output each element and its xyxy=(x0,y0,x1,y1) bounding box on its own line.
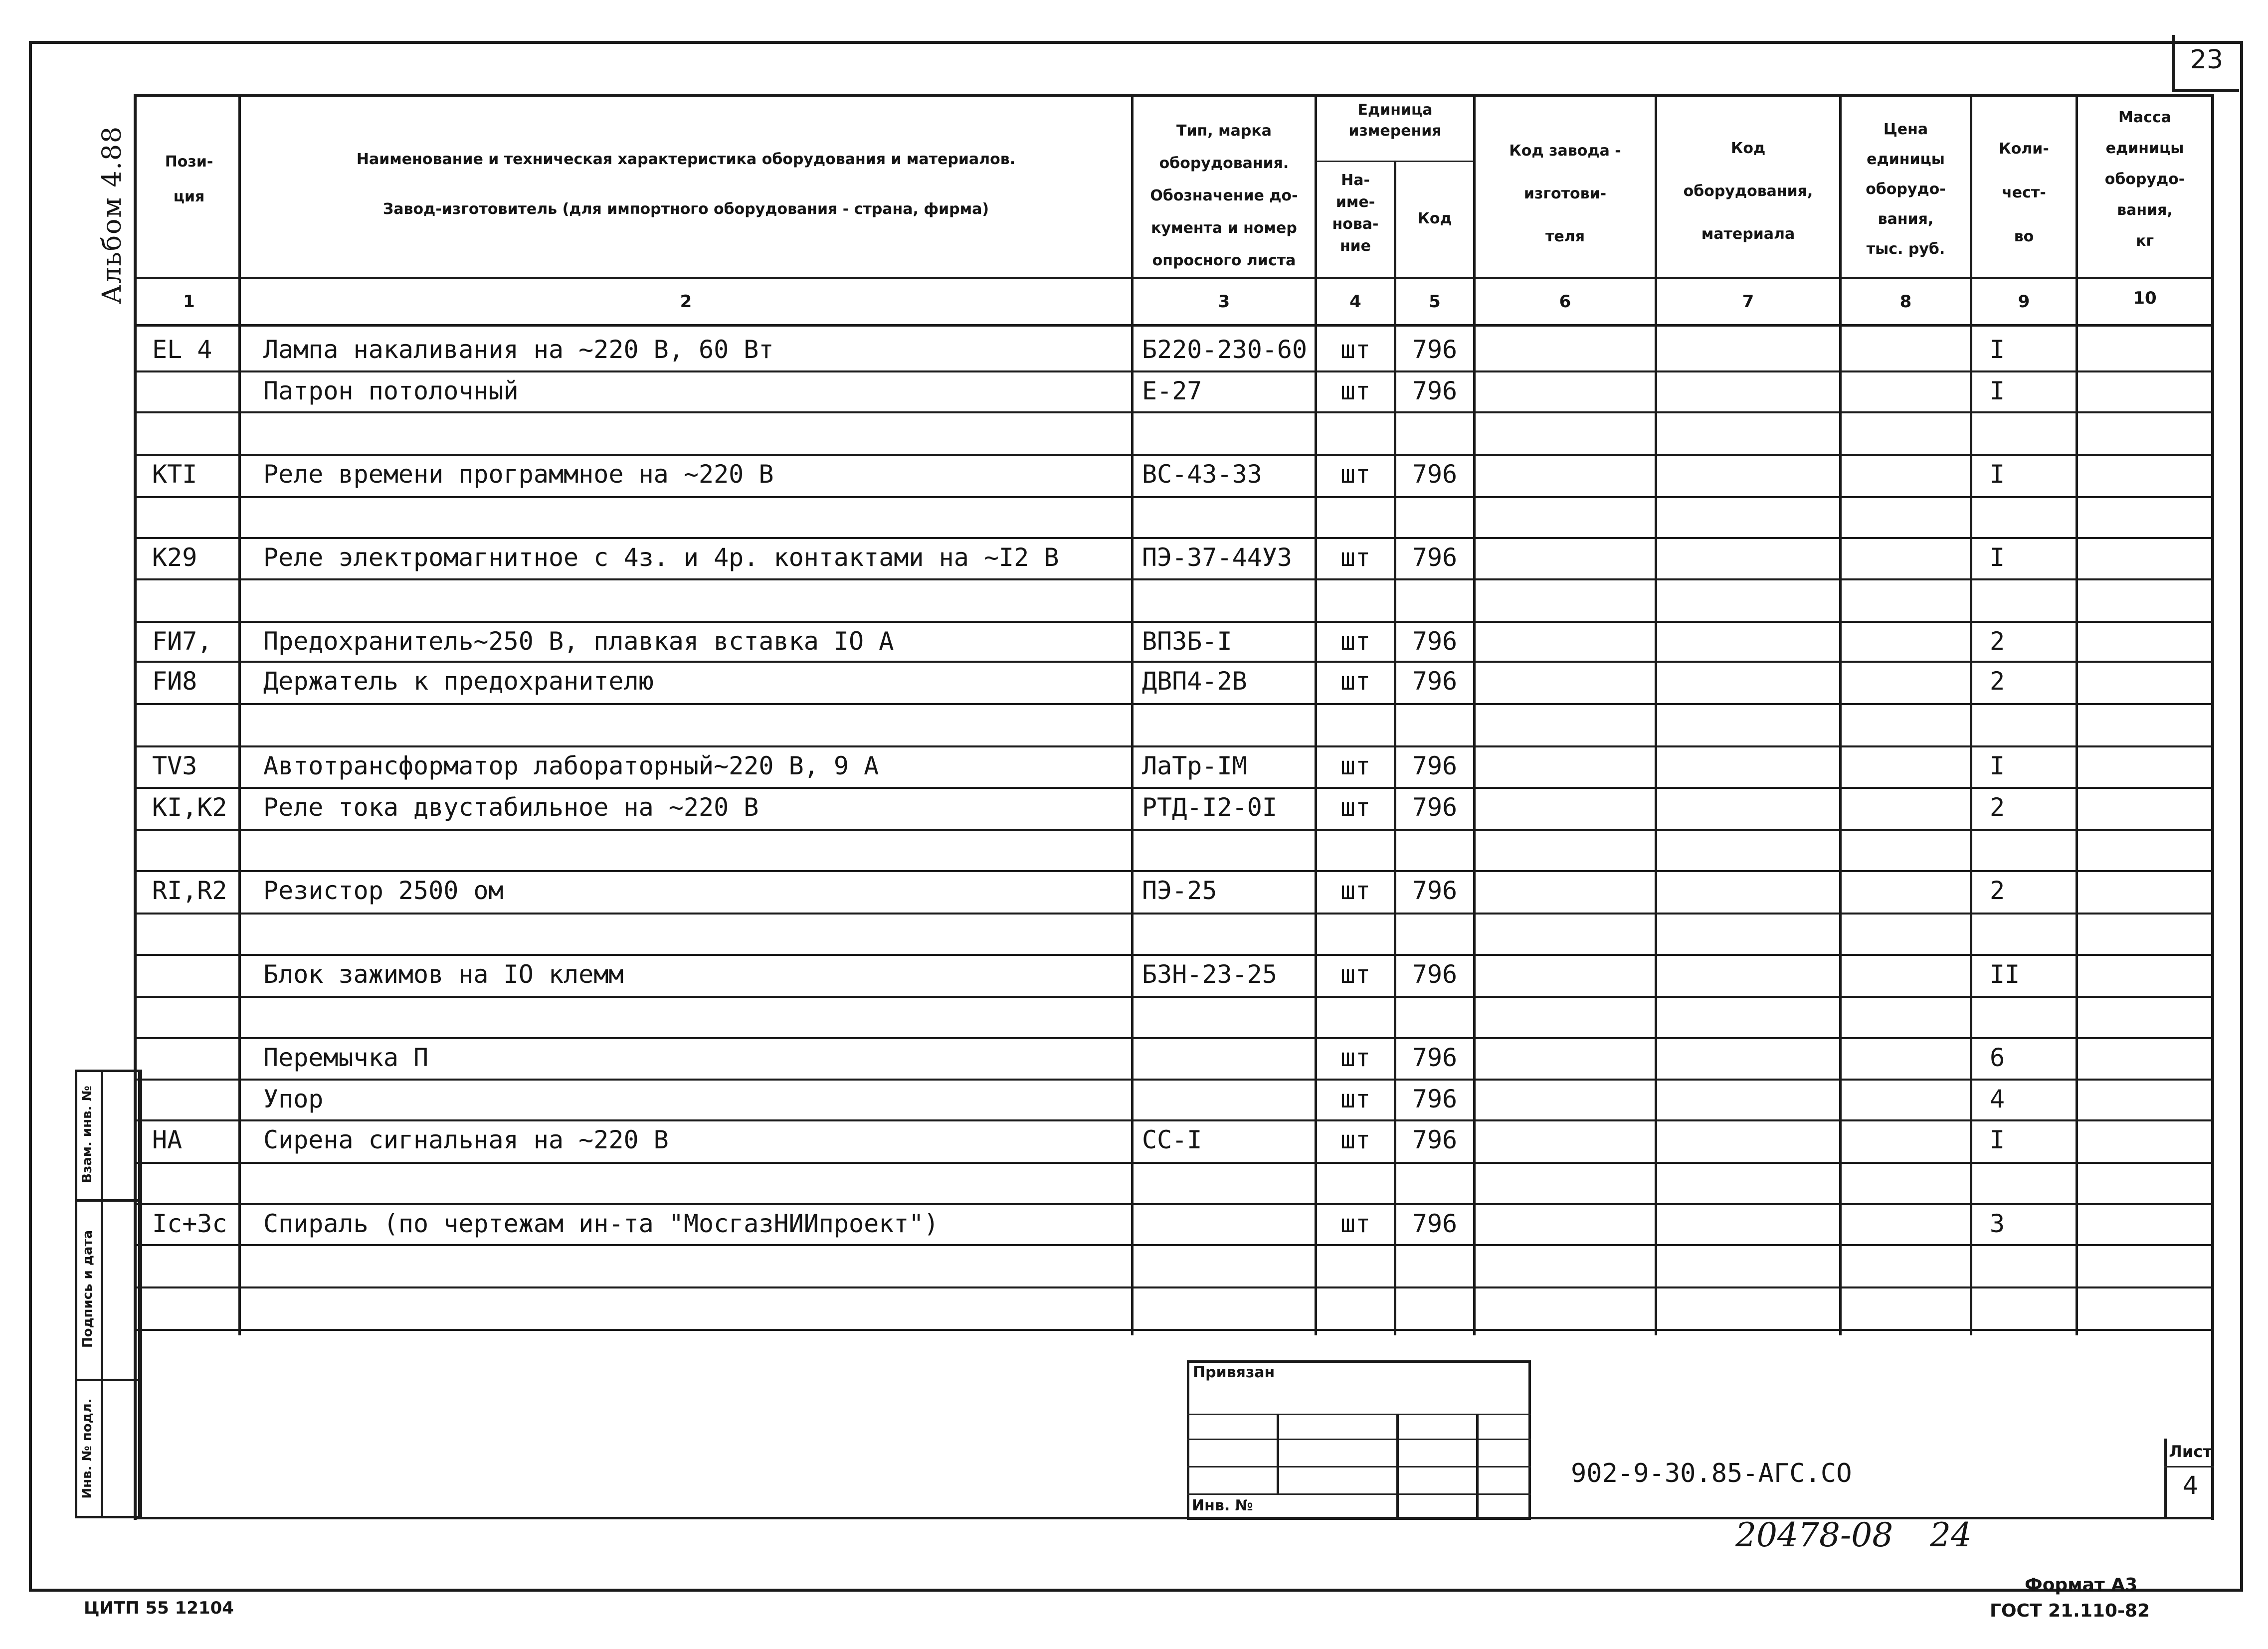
row-separator xyxy=(134,454,2214,456)
cell-unit: шт xyxy=(1340,960,1371,989)
cell-name: Блок зажимов на IO клемм xyxy=(263,960,624,989)
cell-type: ВПЗБ-I xyxy=(1142,627,1232,656)
cell-code: 796 xyxy=(1412,751,1458,780)
cell-type: РТД-I2-0I xyxy=(1142,793,1277,822)
cell-qty: 2 xyxy=(1990,876,2005,905)
cell-unit: шт xyxy=(1340,335,1371,364)
cell-code: 796 xyxy=(1412,667,1458,696)
row-separator xyxy=(134,1162,2214,1164)
handwritten-page: 24 xyxy=(1930,1516,1972,1554)
cell-code: 796 xyxy=(1412,876,1458,905)
row-separator xyxy=(134,1329,2214,1331)
table-left-lower xyxy=(140,1070,142,1518)
sheet-value: 4 xyxy=(2182,1471,2199,1500)
cell-qty: 4 xyxy=(1990,1085,2005,1113)
row-separator xyxy=(134,870,2214,872)
cell-unit: шт xyxy=(1340,876,1371,905)
colnum-9: 9 xyxy=(2018,292,2030,312)
cell-unit: шт xyxy=(1340,1209,1371,1238)
col-line-9 xyxy=(2076,94,2078,1335)
album-label: Альбом 4.88 xyxy=(97,125,127,304)
row-separator xyxy=(134,1079,2214,1081)
cell-type: СС-I xyxy=(1142,1125,1202,1154)
cell-pos: FИ8 xyxy=(152,667,197,696)
cell-name: Сирена сигнальная на ~220 В xyxy=(263,1125,669,1154)
privyazan-vline1 xyxy=(1277,1414,1279,1493)
side-label-podpis: Подпись и дата xyxy=(80,1230,95,1348)
cell-code: 796 xyxy=(1412,627,1458,656)
row-separator xyxy=(134,411,2214,413)
cell-qty: 3 xyxy=(1990,1209,2005,1238)
header-col7: Код оборудования, материала xyxy=(1683,140,1813,243)
cell-code: 796 xyxy=(1412,335,1458,364)
cell-code: 796 xyxy=(1412,1085,1458,1113)
colnum-8: 8 xyxy=(1899,292,1912,312)
colnum-10: 10 xyxy=(2133,288,2157,308)
header-col3: Тип, марка оборудования. Обозначение до- кумента и номер опросного листа xyxy=(1150,122,1298,269)
cell-type: ЛаТр-IМ xyxy=(1142,751,1247,780)
cell-name: Реле времени программное на ~220 В xyxy=(263,460,774,489)
privyazan-line1 xyxy=(1187,1414,1531,1415)
row-separator xyxy=(134,829,2214,831)
privyazan-vline2 xyxy=(1396,1414,1399,1518)
row-separator xyxy=(134,537,2214,539)
cell-type: Е-27 xyxy=(1142,376,1202,405)
cell-qty: 2 xyxy=(1990,793,2005,822)
header-col5: Код xyxy=(1417,210,1452,227)
cell-qty: 2 xyxy=(1990,627,2005,656)
cell-unit: шт xyxy=(1340,460,1371,489)
cell-pos: TV3 xyxy=(152,751,197,780)
header-col6: Код завода - изготови- теля xyxy=(1509,142,1621,245)
row-separator xyxy=(134,996,2214,998)
colnum-7: 7 xyxy=(1742,292,1754,312)
row-separator xyxy=(134,621,2214,623)
cell-code: 796 xyxy=(1412,793,1458,822)
header-col9: Коли- чест- во xyxy=(1999,140,2049,245)
cell-qty: II xyxy=(1990,960,2020,989)
cell-qty: 6 xyxy=(1990,1043,2005,1072)
row-separator xyxy=(134,745,2214,747)
row-separator xyxy=(134,1203,2214,1205)
header-col8: Цена единицы оборудо- вания, тыс. руб. xyxy=(1866,121,1946,258)
cell-pos: FИ7, xyxy=(152,627,212,656)
handwritten-number: 20478-08 xyxy=(1735,1516,1893,1554)
cell-code: 796 xyxy=(1412,1209,1458,1238)
cell-type: Б220-230-60 xyxy=(1142,335,1308,364)
col-line-5 xyxy=(1473,94,1476,1335)
cell-pos: Ic+3c xyxy=(152,1209,227,1238)
cell-qty: I xyxy=(1990,751,2005,780)
cell-code: 796 xyxy=(1412,376,1458,405)
cell-name: Патрон потолочный xyxy=(263,376,519,405)
cell-code: 796 xyxy=(1412,1043,1458,1072)
colnum-bottom xyxy=(134,324,2214,327)
cell-name: Реле тока двустабильное на ~220 В xyxy=(263,793,759,822)
cell-pos: RI,R2 xyxy=(152,876,227,905)
col-line-2 xyxy=(1131,94,1134,1335)
cell-name: Держатель к предохранителю xyxy=(263,667,654,696)
cell-pos: EL 4 xyxy=(152,335,212,364)
cell-unit: шт xyxy=(1340,1085,1371,1113)
header-unit-group: Единица измерения xyxy=(1348,101,1442,140)
cell-unit: шт xyxy=(1340,376,1371,405)
side-label-inv: Инв. № подл. xyxy=(80,1398,95,1499)
col-line-8 xyxy=(1970,94,1972,1335)
document-code: 902-9-30.85-АГС.СО xyxy=(1571,1459,1852,1488)
header-bottom xyxy=(134,277,2214,279)
cell-name: Упор xyxy=(263,1085,324,1113)
row-separator xyxy=(134,1037,2214,1039)
colnum-3: 3 xyxy=(1218,292,1230,312)
footer-gost: ГОСТ 21.110-82 xyxy=(1990,1601,2150,1621)
cell-unit: шт xyxy=(1340,751,1371,780)
cell-unit: шт xyxy=(1340,1043,1371,1072)
cell-qty: I xyxy=(1990,376,2005,405)
header-col2: Наименование и техническая характеристика оборудования и материалов. Завод-изготовитель (для импортного оборудования - страна, фирма) xyxy=(356,151,1016,218)
header-col10: Масса единицы оборудо- вания, кг xyxy=(2104,109,2185,250)
colnum-5: 5 xyxy=(1429,292,1441,312)
row-separator xyxy=(134,1244,2214,1246)
row-separator xyxy=(134,661,2214,663)
row-separator xyxy=(134,496,2214,498)
row-separator xyxy=(134,1119,2214,1121)
cell-name: Перемычка П xyxy=(263,1043,429,1072)
top-sheet-number: 23 xyxy=(2190,45,2224,75)
footer-left: ЦИТП 55 12104 xyxy=(84,1598,234,1618)
cell-qty: I xyxy=(1990,543,2005,572)
header-col1: Пози- ция xyxy=(165,153,213,205)
cell-type: БЗН-23-25 xyxy=(1142,960,1277,989)
privyazan-line4 xyxy=(1187,1493,1531,1495)
header-col4: На- име- нова- ние xyxy=(1332,172,1379,255)
cell-qty: I xyxy=(1990,1125,2005,1154)
colnum-2: 2 xyxy=(680,292,692,312)
row-separator xyxy=(134,370,2214,372)
cell-name: Реле электромагнитное с 4з. и 4р. контактами на ~I2 В xyxy=(263,543,1059,572)
footer-format: Формат А3 xyxy=(2025,1575,2138,1595)
cell-unit: шт xyxy=(1340,1125,1371,1154)
row-separator xyxy=(134,578,2214,580)
cell-type: ПЭ-25 xyxy=(1142,876,1217,905)
col-line-7 xyxy=(1839,94,1842,1335)
cell-pos: KTI xyxy=(152,460,197,489)
row-separator xyxy=(134,913,2214,915)
cell-pos: K29 xyxy=(152,543,197,572)
cell-type: ПЭ-37-44У3 xyxy=(1142,543,1293,572)
cell-code: 796 xyxy=(1412,543,1458,572)
side-label-vzam: Взам. инв. № xyxy=(80,1086,95,1183)
colnum-6: 6 xyxy=(1559,292,1571,312)
cell-qty: 2 xyxy=(1990,667,2005,696)
privyazan-label: Привязан xyxy=(1193,1364,1275,1381)
inv-no-label: Инв. № xyxy=(1192,1497,1253,1514)
cell-qty: I xyxy=(1990,460,2005,489)
side-stamp-divider xyxy=(101,1070,103,1518)
colnum-4: 4 xyxy=(1349,292,1361,312)
cell-qty: I xyxy=(1990,335,2005,364)
cell-name: Предохранитель~250 В, плавкая вставка IO А xyxy=(263,627,894,656)
row-separator xyxy=(134,787,2214,789)
cell-code: 796 xyxy=(1412,960,1458,989)
cell-pos: KI,K2 xyxy=(152,793,227,822)
cell-type: ВС-43-33 xyxy=(1142,460,1262,489)
row-separator xyxy=(134,954,2214,956)
cell-unit: шт xyxy=(1340,627,1371,656)
cell-name: Спираль (по чертежам ин-та "МосгазНИИпроект") xyxy=(263,1209,939,1238)
cell-name: Лампа накаливания на ~220 В, 60 Вт xyxy=(263,335,774,364)
cell-code: 796 xyxy=(1412,1125,1458,1154)
cell-code: 796 xyxy=(1412,460,1458,489)
colnum-1: 1 xyxy=(183,292,195,312)
cell-name: Автотрансформатор лабораторный~220 В, 9 А xyxy=(263,751,879,780)
privyazan-line2 xyxy=(1187,1439,1531,1440)
row-separator xyxy=(134,1286,2214,1288)
row-separator xyxy=(134,703,2214,705)
privyazan-box xyxy=(1187,1360,1531,1520)
sheet-box-line xyxy=(2164,1466,2214,1467)
privyazan-vline3 xyxy=(1476,1414,1479,1518)
cell-pos: HA xyxy=(152,1125,183,1154)
cell-type: ДВП4-2В xyxy=(1142,667,1247,696)
cell-unit: шт xyxy=(1340,667,1371,696)
sheet-label: Лист xyxy=(2169,1442,2212,1461)
col-line-6 xyxy=(1655,94,1657,1335)
cell-name: Резистор 2500 ом xyxy=(263,876,504,905)
cell-unit: шт xyxy=(1340,793,1371,822)
cell-unit: шт xyxy=(1340,543,1371,572)
col-line-1 xyxy=(238,94,241,1335)
privyazan-line3 xyxy=(1187,1466,1531,1467)
